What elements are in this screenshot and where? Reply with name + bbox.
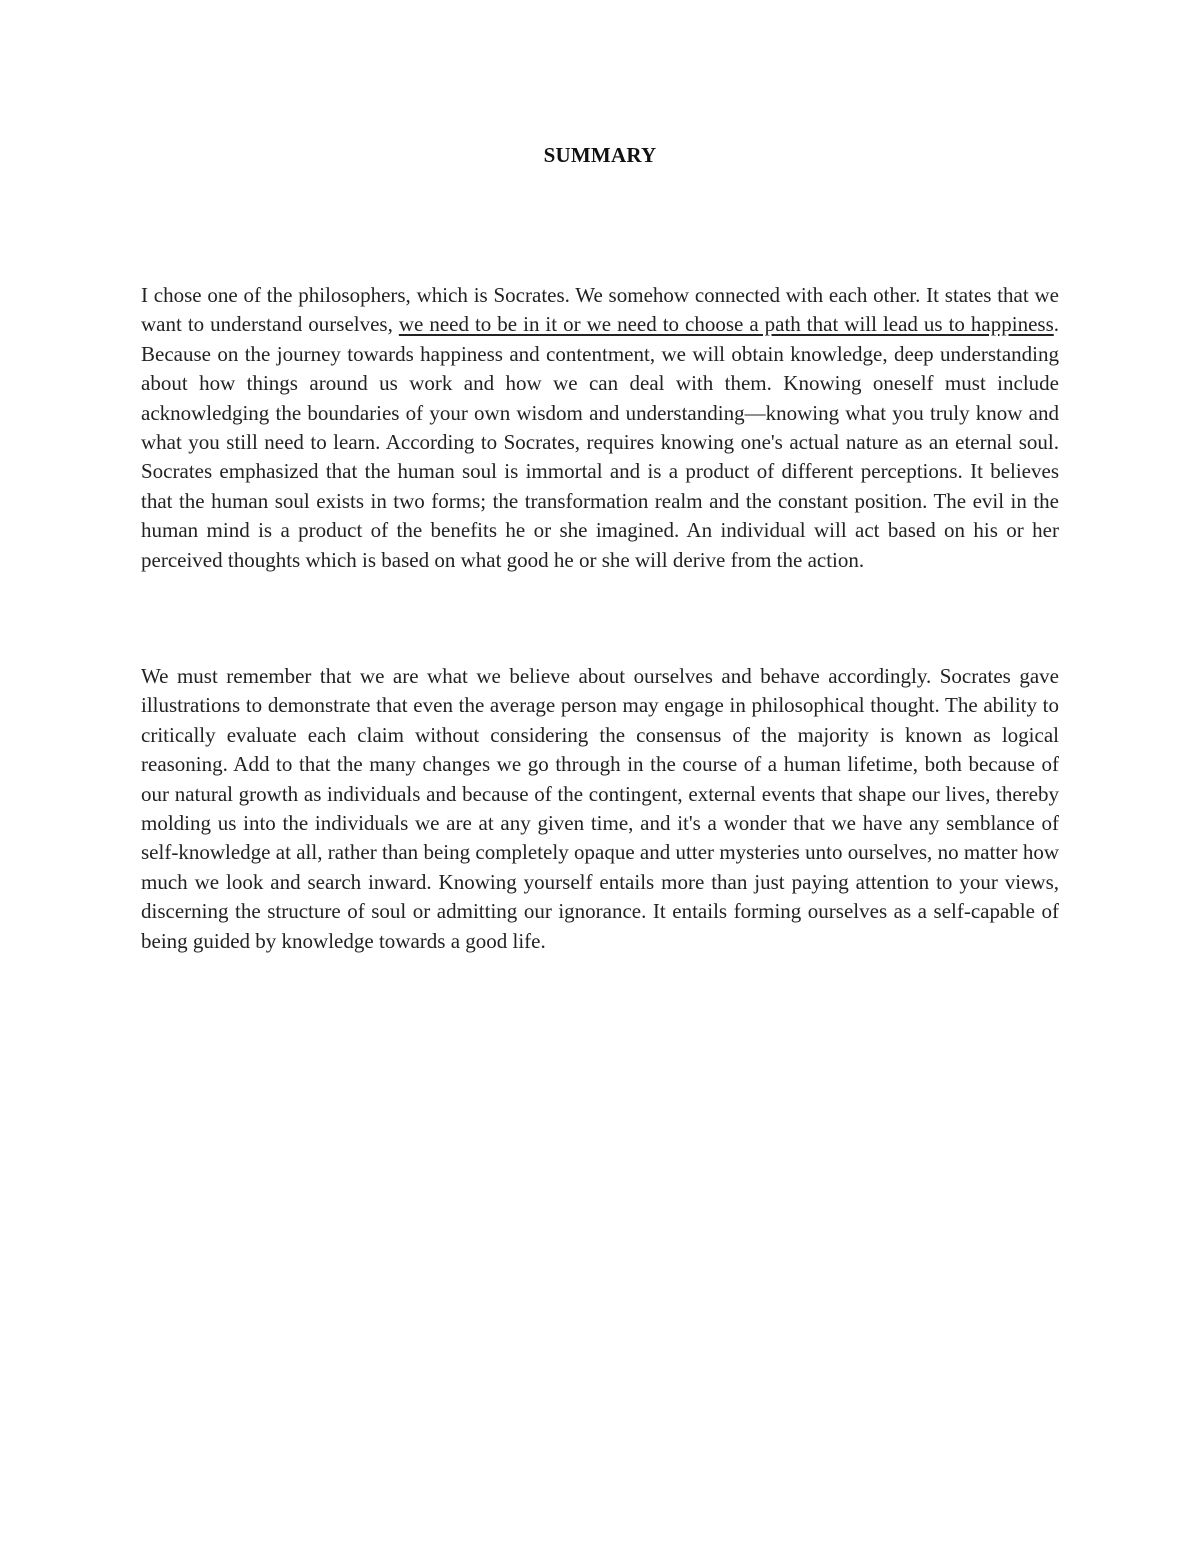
document-title: SUMMARY bbox=[543, 143, 657, 167]
underlined-phrase: we need to be in it or we need to choose a path that will lead us to happiness bbox=[398, 312, 1054, 337]
paragraph-2: We must remember that we are what we believe about ourselves and behave accordingly. Socrates gave illustrations to demonstrate that even the average person may engage in philosophical thought. The ability to critically evaluate each claim without considering the consensus of the majority is known as logical reasoning. Add to that the many changes we go through in the course of a human lifetime, both because of our natural growth as individuals and because of the contingent, external events that shape our lives, thereby molding us into the individuals we are at any given time, and it's a wonder that we have any semblance of self-knowledge at all, rather than being completely opaque and utter mysteries unto ourselves, no matter how much we look and search inward. Knowing yourself entails more than just paying attention to your views, discerning the structure of soul or admitting our ignorance. It entails forming ourselves as a self-capable of being guided by knowledge towards a good life. bbox=[141, 664, 1059, 953]
paragraph-1-text-end: . Because on the journey towards happiness and contentment, we will obtain knowledge, deep understanding about how things around us work and how we can deal with them. Knowing oneself must include acknowledging the boundaries of your own wisdom and understanding—knowing what you truly know and what you still need to learn. According to Socrates, requires knowing one's actual nature as an eternal soul. Socrates emphasized that the human soul is immortal and is a product of different perceptions. It believes that the human soul exists in two forms; the transformation realm and the constant position. The evil in the human mind is a product of the benefits he or she imagined. An individual will act based on his or her perceived thoughts which is based on what good he or she will derive from the action. bbox=[141, 312, 1059, 572]
paragraph-1-text-start: I chose one of the philosophers, which is Socrates. We somehow connected with each other. It states that we want to understand ourselves, bbox=[141, 283, 1059, 337]
paragraph-1 bbox=[141, 281, 1059, 575]
